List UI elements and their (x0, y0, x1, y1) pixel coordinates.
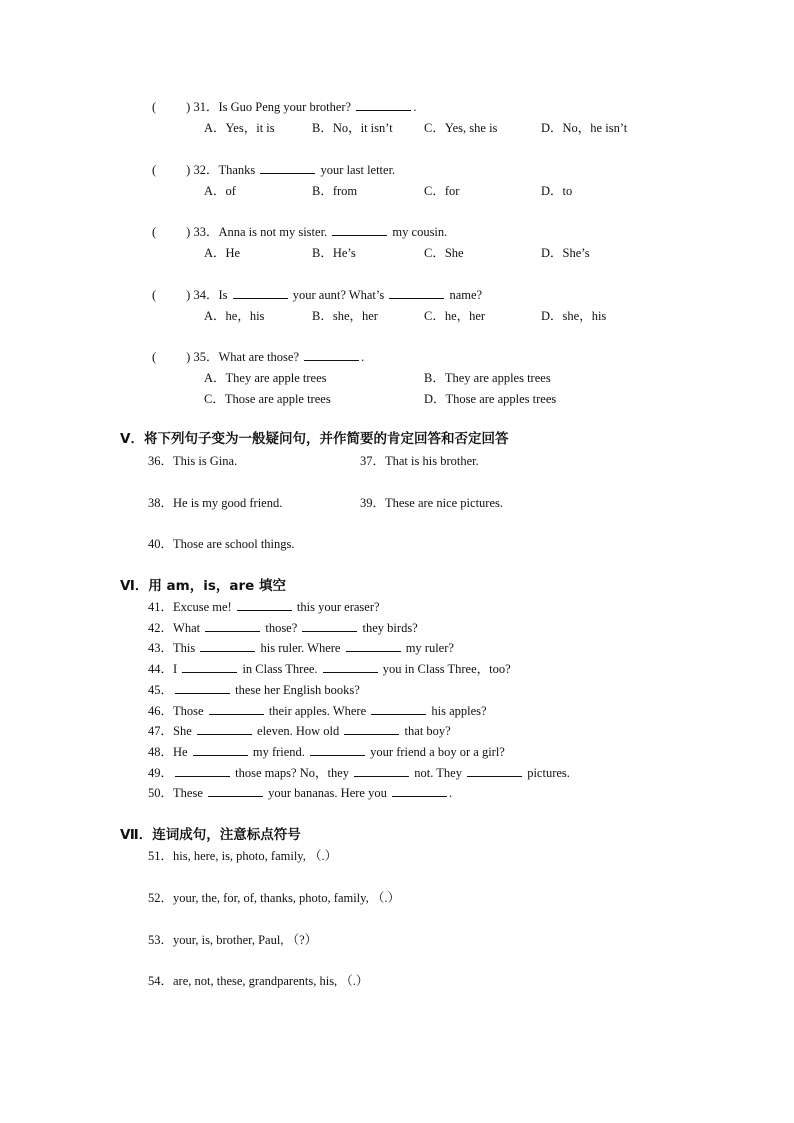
question-34 (152, 287, 482, 303)
option-31-c[interactable]: C．Yes, she is (424, 121, 498, 135)
option-35-a[interactable]: A．They are apple trees (204, 371, 327, 385)
section-6-heading: Ⅵ．用 am，is，are 填空 (120, 578, 287, 594)
item-50 (148, 785, 452, 801)
fill-blank[interactable] (302, 620, 357, 632)
question-text: Anna is not my sister. (218, 225, 331, 239)
paren-open: ( (152, 350, 157, 364)
item-42 (148, 620, 418, 636)
item-36: 36．This is Gina. (148, 454, 238, 468)
item-number: 42． (148, 620, 174, 635)
option-32-c[interactable]: C．for (424, 184, 460, 198)
item-number: 45． (148, 682, 174, 697)
item-37: 37．That is his brother. (360, 454, 479, 468)
fill-blank[interactable] (237, 599, 292, 611)
paren-open: ( (152, 225, 157, 239)
item-text: She (173, 724, 195, 739)
item-text: this your eraser? (293, 600, 380, 614)
paren-close: ) (186, 225, 191, 239)
fill-blank[interactable] (310, 744, 365, 756)
section-5-heading: Ⅴ．将下列句子变为一般疑问句，并作简要的肯定回答和否定回答 (120, 431, 509, 447)
item-number: 46． (148, 703, 174, 718)
fill-blank[interactable] (193, 744, 248, 756)
fill-blank[interactable] (467, 765, 522, 777)
item-text: those maps? No，they (232, 765, 353, 780)
option-31-a[interactable]: A．Yes，it is (204, 121, 275, 135)
option-32-a[interactable]: A．of (204, 184, 236, 198)
item-text: He (173, 744, 191, 759)
item-number: 48． (148, 744, 174, 759)
item-46 (148, 703, 487, 719)
option-31-d[interactable]: D．No，he isn’t (541, 121, 628, 135)
paren-open: ( (152, 100, 157, 114)
item-number: 49． (148, 765, 174, 780)
item-38: 38．He is my good friend. (148, 496, 283, 510)
item-39: 39．These are nice pictures. (360, 496, 503, 510)
item-number: 44． (148, 662, 174, 677)
option-32-b[interactable]: B．from (312, 184, 358, 198)
item-text: Excuse me! (173, 600, 235, 614)
answer-blank[interactable] (356, 99, 411, 111)
item-text: This (173, 641, 199, 656)
item-text: your bananas. Here you (265, 786, 390, 801)
question-number: 31． (193, 100, 219, 114)
question-number: 33． (193, 225, 219, 239)
fill-blank[interactable] (197, 723, 252, 735)
question-number: 35． (193, 350, 219, 364)
option-33-d[interactable]: D．She’s (541, 246, 590, 260)
fill-blank[interactable] (205, 620, 260, 632)
item-text: . (448, 786, 453, 801)
fill-blank[interactable] (208, 785, 263, 797)
option-33-a[interactable]: A．He (204, 246, 241, 260)
question-number: 34． (193, 288, 219, 302)
item-51: 51．his, here, is, photo, family, （.） (148, 849, 338, 863)
question-text: . (413, 100, 417, 114)
section-7-heading: Ⅶ．连词成句，注意标点符号 (120, 827, 301, 843)
fill-blank[interactable] (392, 785, 447, 797)
item-41 (148, 599, 380, 615)
question-text: your aunt? What’s (289, 288, 388, 302)
question-text: Thanks (218, 163, 259, 177)
paren-close: ) (186, 350, 191, 364)
item-text: I (173, 662, 181, 677)
item-text: in Class Three. (239, 662, 321, 677)
item-45 (148, 682, 360, 698)
item-text: Those (173, 703, 207, 718)
answer-blank[interactable] (260, 162, 315, 174)
item-text: his ruler. Where (257, 641, 344, 656)
fill-blank[interactable] (354, 765, 409, 777)
item-text: his apples? (428, 703, 487, 718)
option-32-d[interactable]: D．to (541, 184, 573, 198)
item-48 (148, 744, 505, 760)
option-34-c[interactable]: C．he，her (424, 309, 486, 323)
item-text: they birds? (359, 620, 418, 635)
fill-blank[interactable] (175, 682, 230, 694)
fill-blank[interactable] (182, 661, 237, 673)
option-35-b[interactable]: B．They are apples trees (424, 371, 551, 385)
option-34-b[interactable]: B．she，her (312, 309, 378, 323)
item-number: 41． (148, 600, 174, 614)
option-31-b[interactable]: B．No，it isn’t (312, 121, 393, 135)
question-text: name? (446, 288, 483, 302)
answer-blank[interactable] (233, 287, 288, 299)
option-34-d[interactable]: D．she，his (541, 309, 607, 323)
question-33 (152, 224, 447, 240)
question-text: my cousin. (389, 225, 448, 239)
fill-blank[interactable] (200, 640, 255, 652)
question-text: Is Guo Peng your brother? (218, 100, 355, 114)
item-40: 40．Those are school things. (148, 537, 295, 551)
item-54: 54．are, not, these, grandparents, his, （.） (148, 974, 369, 988)
item-text: that boy? (401, 724, 451, 739)
question-text: . (361, 350, 365, 364)
item-text: these her English books? (232, 682, 360, 697)
paren-open: ( (152, 163, 157, 177)
item-text: What (173, 620, 204, 635)
item-text: These (173, 786, 206, 801)
question-31 (152, 99, 416, 115)
item-number: 43． (148, 641, 174, 656)
item-number: 50． (148, 786, 174, 801)
fill-blank[interactable] (346, 640, 401, 652)
option-33-c[interactable]: C．She (424, 246, 464, 260)
fill-blank[interactable] (344, 723, 399, 735)
question-text: your last letter. (317, 163, 396, 177)
answer-blank[interactable] (332, 224, 387, 236)
item-text: pictures. (524, 765, 570, 780)
fill-blank[interactable] (209, 703, 264, 715)
item-52: 52．your, the, for, of, thanks, photo, family, （.） (148, 891, 400, 905)
fill-blank[interactable] (175, 765, 230, 777)
item-47 (148, 723, 451, 739)
item-text: their apples. Where (265, 703, 370, 718)
question-32 (152, 162, 395, 178)
option-35-c[interactable]: C．Those are apple trees (204, 392, 331, 406)
paren-close: ) (186, 163, 191, 177)
option-33-b[interactable]: B．He’s (312, 246, 356, 260)
item-49 (148, 765, 570, 781)
item-text: you in Class Three，too? (379, 662, 511, 677)
item-text: eleven. How old (253, 724, 343, 739)
item-text: my friend. (249, 744, 309, 759)
paren-close: ) (186, 288, 191, 302)
question-number: 32． (193, 163, 219, 177)
item-text: not. They (411, 765, 466, 780)
question-text: Is (218, 288, 231, 302)
item-44 (148, 661, 511, 677)
fill-blank[interactable] (323, 661, 378, 673)
option-35-d[interactable]: D．Those are apples trees (424, 392, 557, 406)
option-34-a[interactable]: A．he，his (204, 309, 265, 323)
paren-close: ) (186, 100, 191, 114)
answer-blank[interactable] (389, 287, 444, 299)
item-43 (148, 640, 454, 656)
fill-blank[interactable] (371, 703, 426, 715)
item-53: 53．your, is, brother, Paul, （?） (148, 933, 318, 947)
question-text: What are those? (218, 350, 303, 364)
paren-open: ( (152, 288, 157, 302)
item-text: those? (262, 620, 301, 635)
question-35 (152, 349, 364, 365)
item-text: your friend a boy or a girl? (367, 744, 505, 759)
answer-blank[interactable] (304, 349, 359, 361)
item-text: my ruler? (402, 641, 454, 656)
item-number: 47． (148, 724, 174, 739)
